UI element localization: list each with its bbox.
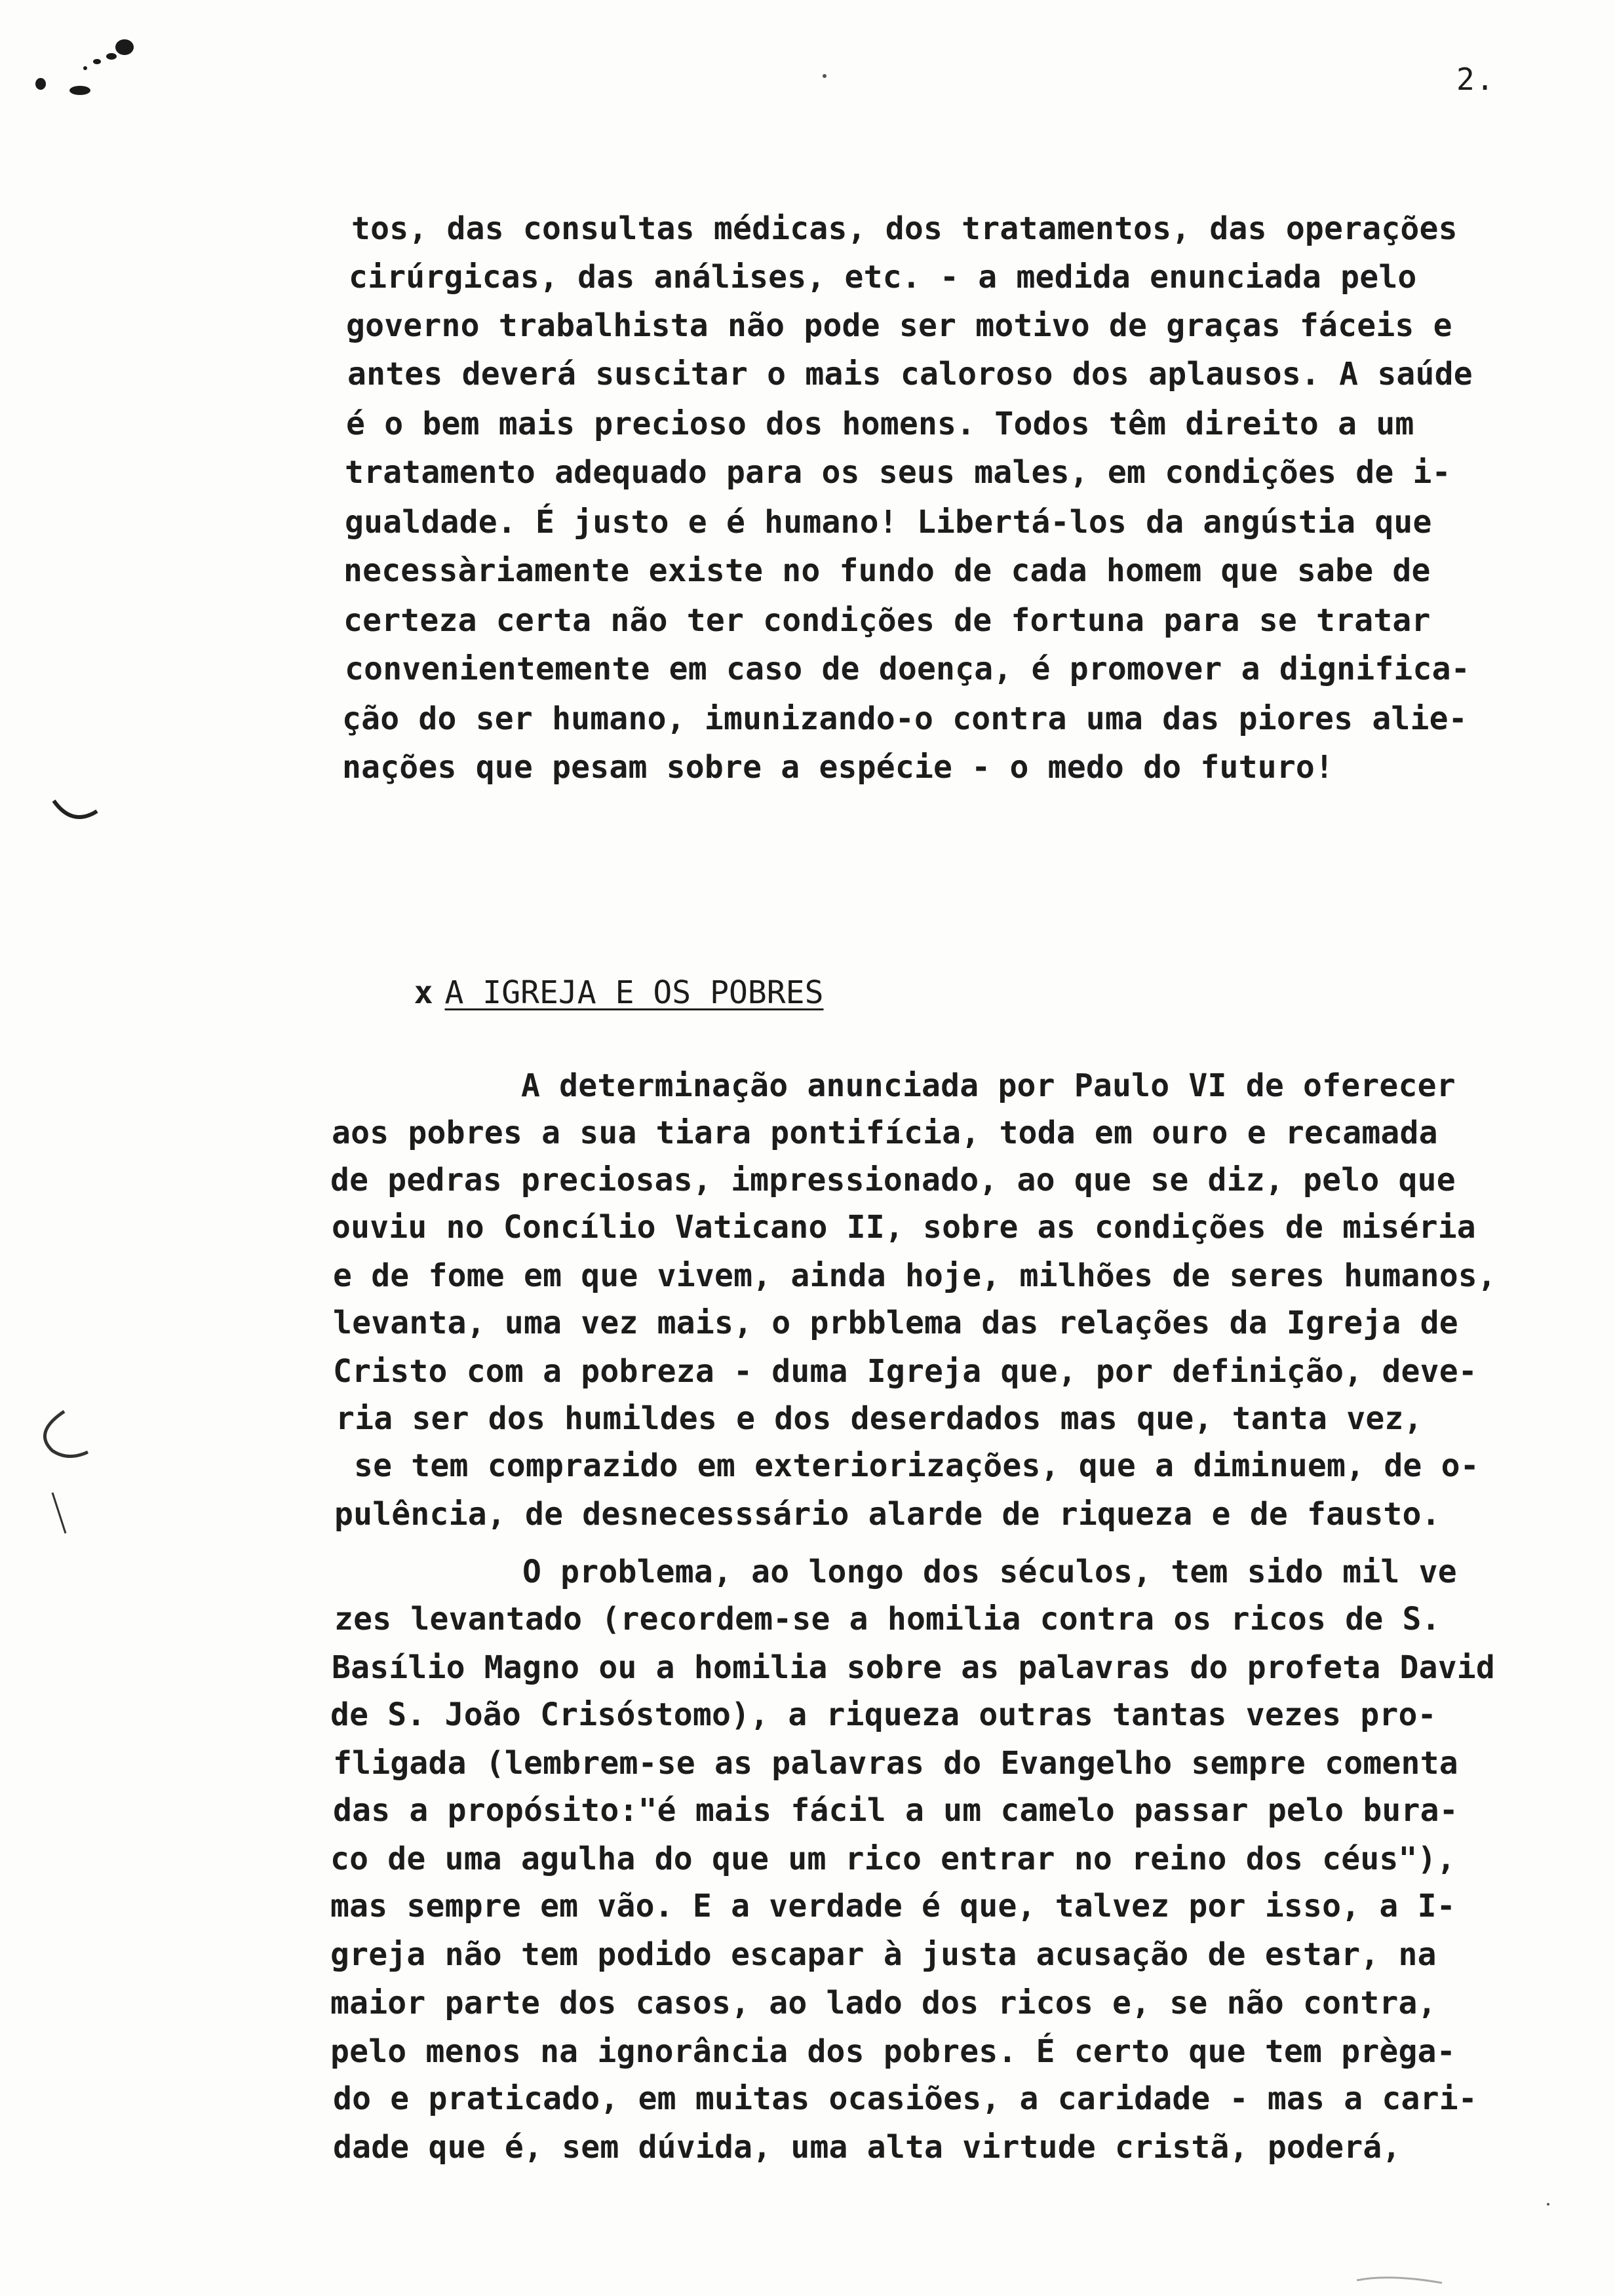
text-line: cirúrgicas, das análises, etc. - a medida enunciada pelo [349,259,1417,296]
text-line: greja não tem podido escapar à justa acusação de estar, na [330,1936,1437,1973]
text-line: de S. João Crisóstomo), a riqueza outras tantas vezes pro- [330,1696,1437,1733]
text-line: das a propósito:"é mais fácil a um camelo passar pelo bura- [333,1792,1458,1829]
text-line: zes levantado (recordem-se a homilia contra os ricos de S. [334,1601,1441,1637]
text-line: mas sempre em vão. E a verdade é que, talvez por isso, a I- [330,1888,1456,1924]
text-line: convenientemente em caso de doença, é promover a dignifica- [345,651,1470,687]
scan-speck [823,74,827,78]
text-line: antes deverá suscitar o mais caloroso dos aplausos. A saúde [347,356,1473,392]
text-line: levanta, uma vez mais, o prbblema das relações da Igreja de [333,1305,1458,1341]
text-line: necessàriamente existe no fundo de cada homem que sabe de [343,552,1431,589]
binder-hole-mark [45,1411,88,1457]
text-line: ção do ser humano, imunizando-o contra uma das piores alie- [342,700,1468,737]
text-line: pelo menos na ignorância dos pobres. É certo que tem prèga- [330,2033,1456,2070]
text-line: aos pobres a sua tiara pontifícia, toda em ouro e recamada [332,1115,1438,1151]
text-line: nações que pesam sobre a espécie - o medo do futuro! [342,749,1334,786]
section-title: A IGREJA E OS POBRES [444,974,824,1011]
text-line: ouviu no Concílio Vaticano II, sobre as condições de miséria [332,1209,1476,1246]
text-line: tos, das consultas médicas, dos tratamentos, das operações [351,210,1458,247]
heading-bullet: x [414,974,433,1011]
scan-speck [1547,2203,1549,2206]
text-line: é o bem mais precioso dos homens. Todos têm direito a um [346,406,1414,442]
text-line: de pedras preciosas, impressionado, ao que se diz, pelo que [330,1162,1456,1198]
page-number: 2. [1456,62,1496,97]
text-line: tratamento adequado para os seus males, em condições de i- [345,454,1451,491]
margin-tick [52,1493,66,1533]
text-line: A determinação anunciada por Paulo VI de oferecer [330,1067,1456,1104]
text-line: se tem comprazido em exteriorizações, que a diminuem, de o- [354,1447,1479,1484]
text-line: e de fome em que vivem, ainda hoje, milhões de seres humanos, [333,1257,1497,1294]
corner-ink-blots [35,39,134,95]
text-line: O problema, ao longo dos séculos, tem sido mil ve [332,1554,1457,1590]
text-line: ria ser dos humildes e dos deserdados mas que, tanta vez, [336,1400,1423,1437]
text-line: governo trabalhista não pode ser motivo de graças fáceis e [346,307,1452,344]
text-line: co de uma agulha do que um rico entrar no reino dos céus"), [330,1841,1456,1877]
text-line: fligada (lembrem-se as palavras do Evangelho sempre comenta [333,1745,1458,1782]
section-heading [338,940,823,1046]
text-line: dade que é, sem dúvida, uma alta virtude cristã, poderá, [333,2129,1401,2166]
text-line: pulência, de desnecesssário alarde de riqueza e de fausto. [334,1496,1441,1533]
text-line: do e praticado, em muitas ocasiões, a caridade - mas a cari- [333,2080,1477,2117]
text-line: certeza certa não ter condições de fortuna para se tratar [343,602,1431,639]
scan-smudge [1357,2278,1442,2283]
text-line: Cristo com a pobreza - duma Igreja que, por definição, deve- [333,1353,1477,1390]
text-line: gualdade. É justo e é humano! Libertá-los da angústia que [345,504,1432,541]
binder-hole-mark [54,801,97,817]
text-line: Basílio Magno ou a homilia sobre as palavras do profeta David [332,1649,1496,1686]
text-line: maior parte dos casos, ao lado dos ricos e, se não contra, [330,1985,1437,2021]
